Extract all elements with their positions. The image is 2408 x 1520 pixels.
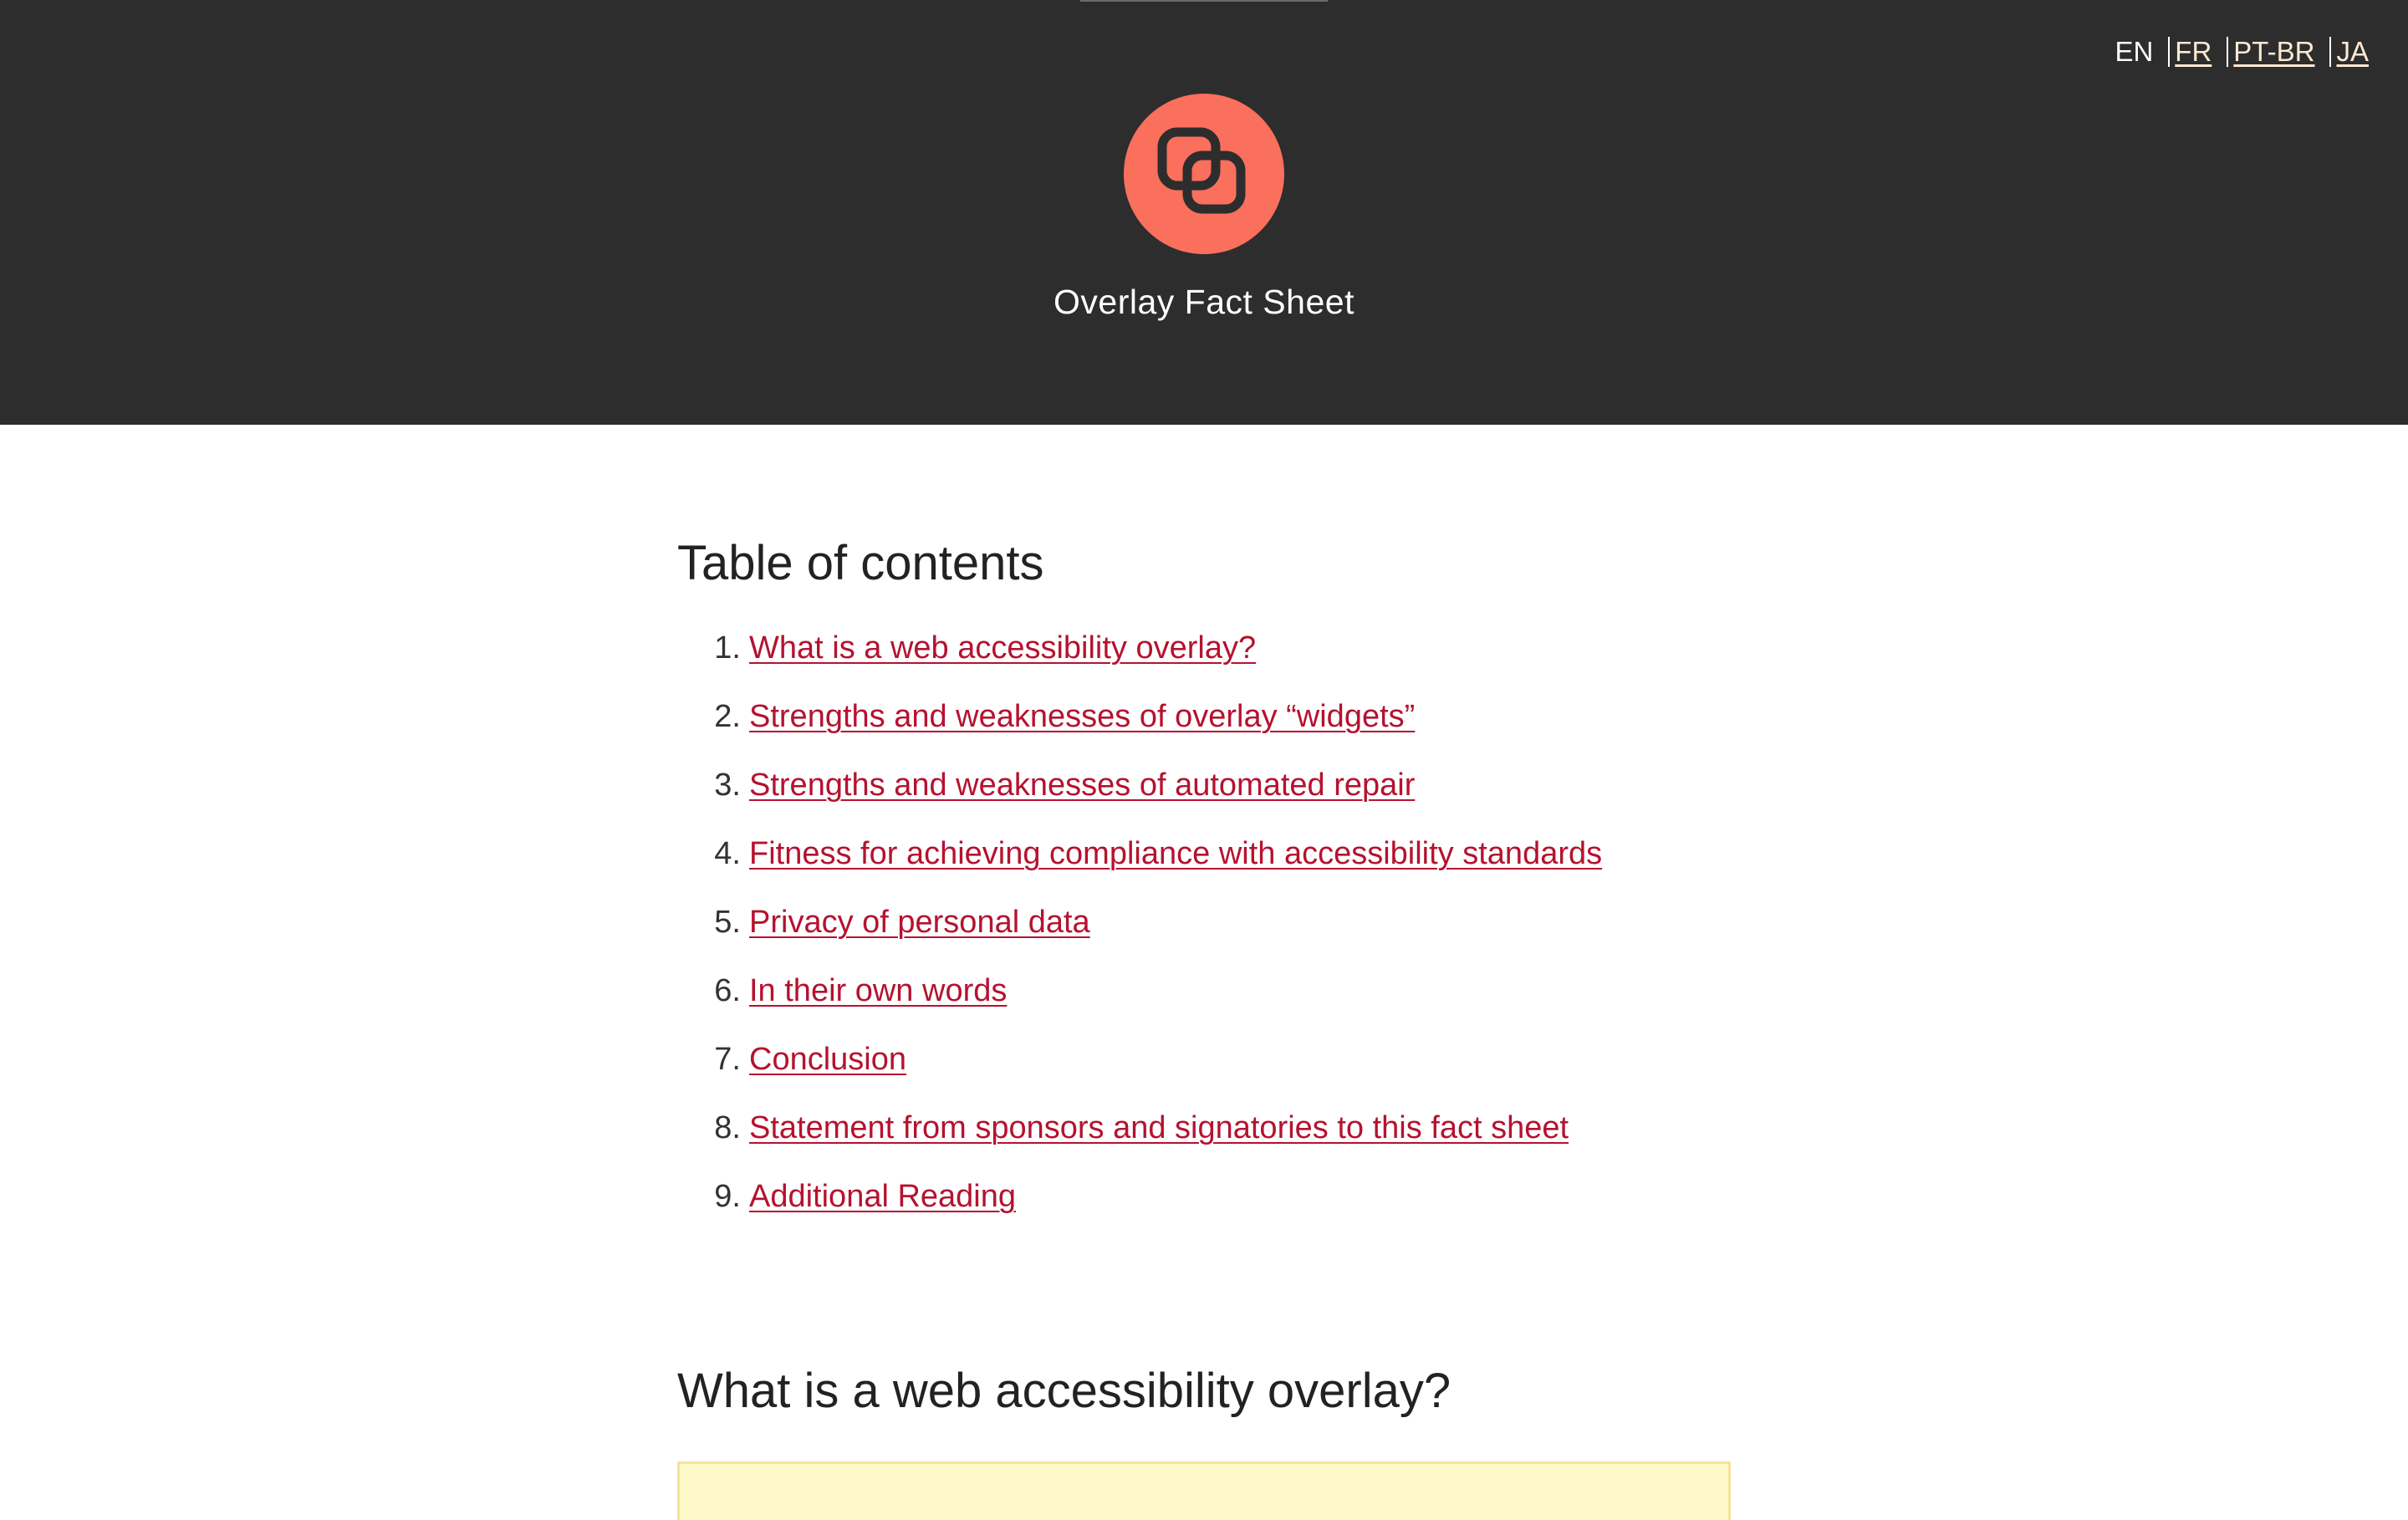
language-link-ja[interactable]: JA [2336,36,2369,67]
toc-item-number: 8. [714,1110,741,1145]
toc-item-number: 1. [714,630,741,666]
toc-item-number: 2. [714,699,741,734]
section-heading: What is a web accessibility overlay? [677,1364,1451,1418]
language-divider [2227,37,2228,67]
toc-item [677,970,1602,1038]
toc-list [677,627,1602,1244]
toc-link-privacy[interactable]: Privacy of personal data [749,905,1090,940]
language-divider [2168,37,2170,67]
toc-link-what-is-overlay[interactable]: What is a web accessibility overlay? [749,630,1257,666]
toc-link-conclusion[interactable]: Conclusion [749,1042,906,1077]
overlapping-squares-icon [1124,94,1284,254]
language-current: EN [2115,36,2154,67]
toc-heading: Table of contents [677,536,1044,590]
language-link-pt-br[interactable]: PT-BR [2233,36,2315,67]
toc-item-number: 5. [714,905,741,940]
toc-item [677,627,1602,696]
toc-link-automated-repair[interactable]: Strengths and weaknesses of automated repair [749,768,1416,803]
site-title: Overlay Fact Sheet [1054,283,1354,321]
toc-link-statement[interactable]: Statement from sponsors and signatories to this fact sheet [749,1110,1569,1145]
toc-link-compliance[interactable]: Fitness for achieving compliance with accessibility standards [749,836,1603,871]
toc-item [677,696,1602,764]
toc-link-own-words[interactable]: In their own words [749,973,1008,1008]
language-divider [2329,37,2331,67]
site-header [0,0,2408,425]
language-link-fr[interactable]: FR [2175,36,2212,67]
toc-item [677,1038,1602,1107]
notice-box [677,1461,1731,1520]
toc-item-number: 3. [714,768,741,803]
top-strip [1080,0,1328,2]
toc-item-number: 7. [714,1042,741,1077]
toc-item-number: 6. [714,973,741,1008]
toc-link-additional-reading[interactable]: Additional Reading [749,1179,1017,1214]
site-logo [1124,94,1284,254]
toc-item [677,764,1602,833]
toc-item [677,1107,1602,1176]
toc-link-widgets[interactable]: Strengths and weaknesses of overlay “widgets” [749,699,1416,734]
toc-item [677,901,1602,970]
toc-item [677,833,1602,901]
language-switcher [2115,35,2369,69]
toc-item [677,1176,1602,1244]
toc-item-number: 4. [714,836,741,871]
toc-item-number: 9. [714,1179,741,1214]
